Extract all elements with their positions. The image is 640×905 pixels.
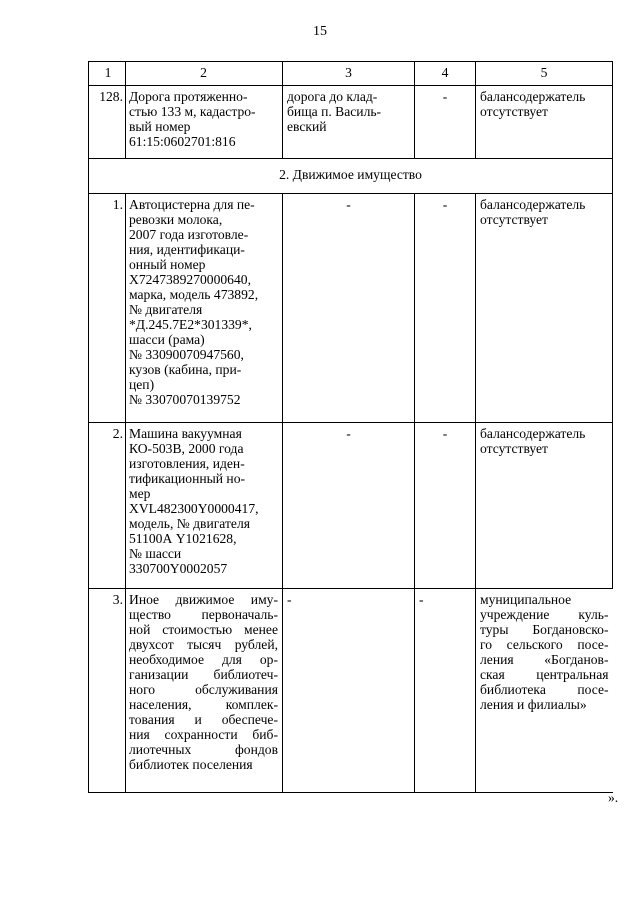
name-line: онный номер (129, 257, 206, 272)
row-number: 128. (89, 86, 126, 159)
name-line: мер (129, 486, 151, 501)
address-line: дорога до клад- (287, 89, 378, 104)
property-table (88, 61, 613, 793)
holder-line: ления и филиалы» (480, 697, 587, 712)
name-line: Иное движимое иму- (129, 592, 278, 607)
row-number: 3. (89, 589, 126, 793)
address-line: бища п. Василь- (287, 104, 382, 119)
col4-value: - (415, 423, 476, 589)
closing-quote-mark: ». (608, 790, 619, 805)
name-line: № шасси (129, 546, 182, 561)
holder-line: балансодержатель (480, 426, 586, 441)
name-line: кузов (кабина, при- (129, 362, 242, 377)
col3-value: - (283, 194, 415, 423)
name-line: *Д.245.7Е2*301339*, (129, 317, 252, 332)
holder-line: ская центральная (480, 667, 609, 682)
name-line: модель, № двигателя (129, 516, 250, 531)
property-name (126, 423, 283, 589)
table-row (89, 194, 613, 423)
name-line: Дорога протяженно- (129, 89, 248, 104)
name-line: цеп) (129, 377, 155, 392)
header-col-5: 5 (476, 62, 613, 86)
name-line: XVL482300Y0000417, (129, 501, 259, 516)
row-number: 2. (89, 423, 126, 589)
balance-holder (476, 589, 613, 793)
col3-value: - (283, 589, 415, 793)
name-line: ного обслуживания (129, 682, 278, 697)
balance-holder (476, 423, 613, 589)
name-line: щество первоначаль- (129, 607, 278, 622)
name-line: № 33070070139752 (129, 392, 241, 407)
name-line: 61:15:0602701:816 (129, 134, 236, 149)
col4-value: - (415, 589, 476, 793)
name-line: необходимое для ор- (129, 652, 278, 667)
holder-line: го сельского посе- (480, 637, 609, 652)
name-line: № 33090070947560, (129, 347, 244, 362)
holder-line: муниципальное (480, 592, 572, 607)
header-col-1: 1 (89, 62, 126, 86)
name-line: двухсот тысяч рублей, (129, 637, 278, 652)
name-line: КО-503В, 2000 года (129, 441, 244, 456)
holder-line: отсутствует (480, 441, 549, 456)
property-address (283, 86, 415, 159)
holder-line: библиотека посе- (480, 682, 609, 697)
name-line: Х7247389270000640, (129, 272, 251, 287)
col4-value: - (415, 86, 476, 159)
holder-line: отсутствует (480, 212, 549, 227)
name-line: ганизации библиотеч- (129, 667, 278, 682)
name-line: Автоцистерна для пе- (129, 197, 255, 212)
balance-holder (476, 86, 613, 159)
property-name (126, 589, 283, 793)
page-number: 15 (313, 24, 327, 39)
name-line: стью 133 м, кадастро- (129, 104, 256, 119)
holder-line: ления «Богданов- (480, 652, 609, 667)
name-line: тования и обеспече- (129, 712, 278, 727)
col3-value: - (283, 423, 415, 589)
holder-line: отсутствует (480, 104, 549, 119)
name-line: 51100А Y1021628, (129, 531, 237, 546)
name-line: вый номер (129, 119, 191, 134)
name-line: библиотек поселения (129, 757, 253, 772)
property-name (126, 194, 283, 423)
col4-value: - (415, 194, 476, 423)
name-line: шасси (рама) (129, 332, 205, 347)
section-title: 2. Движимое имущество (89, 159, 613, 194)
name-line: 330700Y0002057 (129, 561, 228, 576)
section-row (89, 159, 613, 194)
address-line: евский (287, 119, 327, 134)
name-line: Машина вакуумная (129, 426, 242, 441)
property-name (126, 86, 283, 159)
header-col-2: 2 (126, 62, 283, 86)
balance-holder (476, 194, 613, 423)
holder-line: туры Богдановско- (480, 622, 609, 637)
name-line: марка, модель 473892, (129, 287, 259, 302)
name-line: ной стоимостью менее (129, 622, 278, 637)
table-row (89, 86, 613, 159)
name-line: тификационный но- (129, 471, 246, 486)
header-col-3: 3 (283, 62, 415, 86)
row-number: 1. (89, 194, 126, 423)
name-line: лиотечных фондов (129, 742, 278, 757)
name-line: ния сохранности биб- (129, 727, 278, 742)
name-line: ния, идентификаци- (129, 242, 245, 257)
name-line: 2007 года изготовле- (129, 227, 249, 242)
holder-line: балансодержатель (480, 89, 586, 104)
name-line: ревозки молока, (129, 212, 223, 227)
table-row (89, 589, 613, 793)
holder-line: балансодержатель (480, 197, 586, 212)
name-line: населения, комплек- (129, 697, 278, 712)
name-line: № двигателя (129, 302, 203, 317)
holder-line: учреждение куль- (480, 607, 609, 622)
name-line: изготовления, иден- (129, 456, 245, 471)
table-row (89, 423, 613, 589)
header-col-4: 4 (415, 62, 476, 86)
table-header-row (89, 62, 613, 86)
